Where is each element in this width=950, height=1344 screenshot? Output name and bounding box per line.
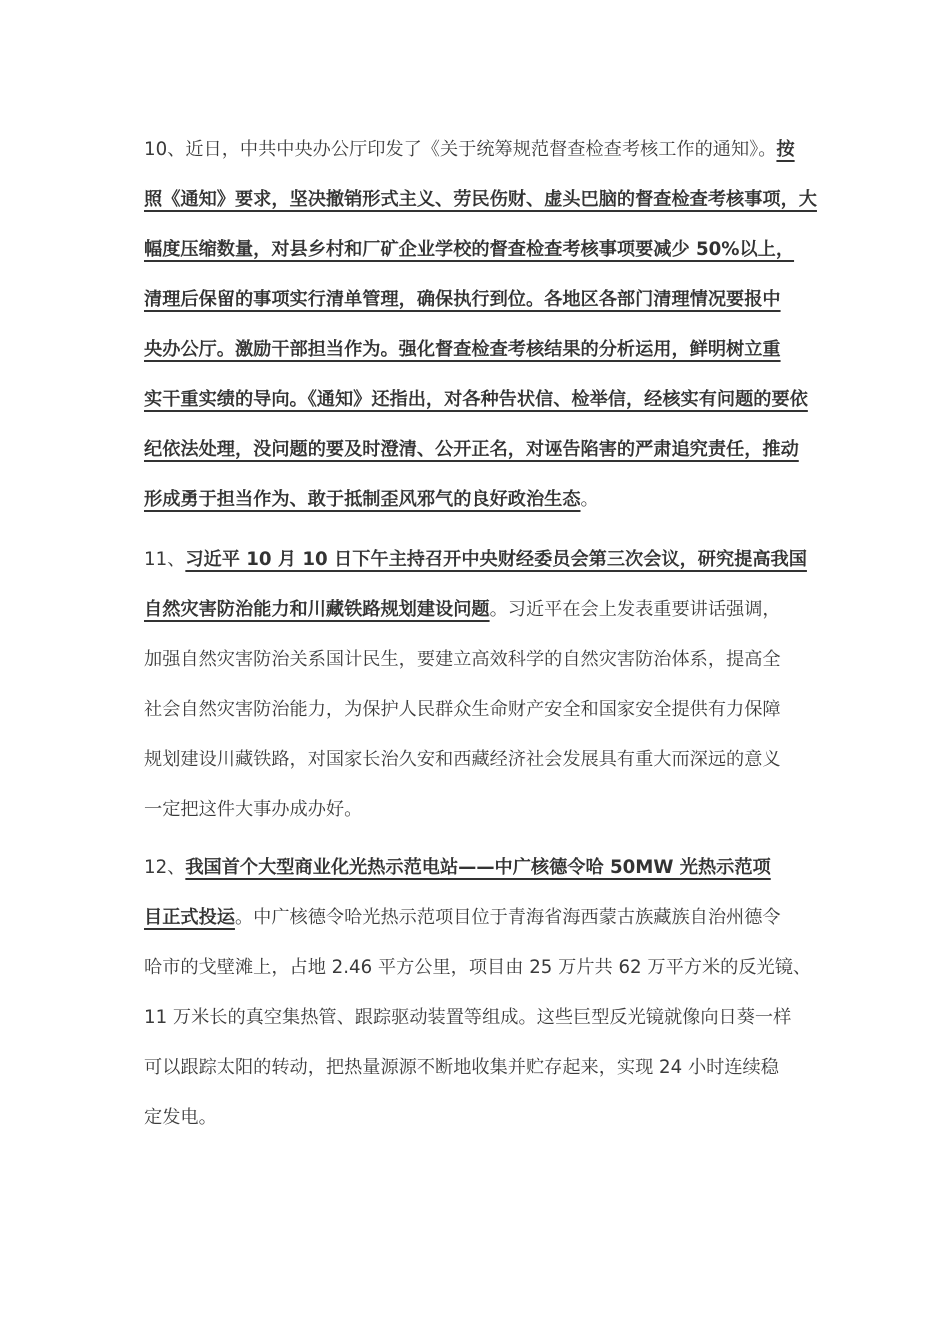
- body-text: 加强自然灾害防治关系国计民生，要建立高效科学的自然灾害防治体系，提高全: [144, 649, 781, 670]
- text-line: [144, 951, 824, 985]
- bold-underlined-text: 我国首个大型商业化光热示范电站——中广核德令哈 50MW 光热示范项: [185, 857, 771, 878]
- body-text: 11、: [144, 549, 186, 570]
- bold-underlined-text: 形成勇于担当作为、敢于抵制歪风邪气的良好政治生态: [144, 489, 581, 510]
- bold-underlined-text: 纪依法处理，没问题的要及时澄清、公开正名，对诬告陷害的严肃追究责任，推动: [144, 439, 799, 460]
- bold-underlined-text: 实干重实绩的导向。《通知》还指出，对各种告状信、检举信，经核实有问题的要依: [144, 389, 808, 410]
- text-line: [144, 433, 824, 467]
- body-text: 定发电。: [144, 1107, 217, 1128]
- text-line: [144, 1001, 824, 1035]
- body-text: 10、近日，中共中央办公厅印发了《关于统筹规范督查检查考核工作的通知》。: [144, 139, 777, 160]
- body-text: 可以跟踪太阳的转动，把热量源源不断地收集并贮存起来，实现 24 小时连续稳: [144, 1057, 779, 1078]
- text-line: [144, 743, 824, 777]
- text-line: [144, 1101, 824, 1135]
- bold-underlined-text: 按: [776, 139, 795, 160]
- bold-underlined-text: 照《通知》要求，坚决撤销形式主义、劳民伤财、虚头巴脑的督查检查考核事项，大: [144, 189, 817, 210]
- bold-underlined-text: 清理后保留的事项实行清单管理，确保执行到位。各地区各部门清理情况要报中: [144, 289, 781, 310]
- body-text: 社会自然灾害防治能力，为保护人民群众生命财产安全和国家安全提供有力保障: [144, 699, 781, 720]
- text-line: [144, 851, 824, 885]
- body-text: 。: [580, 489, 599, 510]
- body-text: 。中广核德令哈光热示范项目位于青海省海西蒙古族藏族自治州德令: [234, 907, 781, 928]
- text-line: [144, 693, 824, 727]
- bold-underlined-text: 自然灾害防治能力和川藏铁路规划建设问题: [144, 599, 490, 620]
- bold-underlined-text: 习近平 10 月 10 日下午主持召开中央财经委员会第三次会议，研究提高我国: [185, 549, 807, 570]
- text-line: [144, 233, 824, 267]
- text-line: [144, 1051, 824, 1085]
- body-text: 规划建设川藏铁路，对国家长治久安和西藏经济社会发展具有重大而深远的意义: [144, 749, 781, 770]
- body-text: 12、: [144, 857, 186, 878]
- body-text: 哈市的戈壁滩上，占地 2.46 平方公里，项目由 25 万片共 62 万平方米的反光镜、: [144, 957, 812, 978]
- text-line: [144, 543, 824, 577]
- bold-underlined-text: 目正式投运: [144, 907, 235, 928]
- text-line: [144, 793, 824, 827]
- body-text: 11 万米长的真空集热管、跟踪驱动装置等组成。这些巨型反光镜就像向日葵一样: [144, 1007, 792, 1028]
- text-line: [144, 593, 824, 627]
- bold-underlined-text: 幅度压缩数量，对县乡村和厂矿企业学校的督查检查考核事项要减少 50%以上，: [144, 239, 795, 260]
- text-line: [144, 643, 824, 677]
- body-text: 。习近平在会上发表重要讲话强调，: [489, 599, 781, 620]
- text-line: [144, 133, 824, 167]
- text-line: [144, 383, 824, 417]
- text-line: [144, 483, 824, 517]
- text-line: [144, 283, 824, 317]
- bold-underlined-text: 央办公厅。激励干部担当作为。强化督查检查考核结果的分析运用，鲜明树立重: [144, 339, 781, 360]
- body-text: 一定把这件大事办成办好。: [144, 799, 363, 820]
- text-line: [144, 183, 824, 217]
- text-line: [144, 333, 824, 367]
- text-line: [144, 901, 824, 935]
